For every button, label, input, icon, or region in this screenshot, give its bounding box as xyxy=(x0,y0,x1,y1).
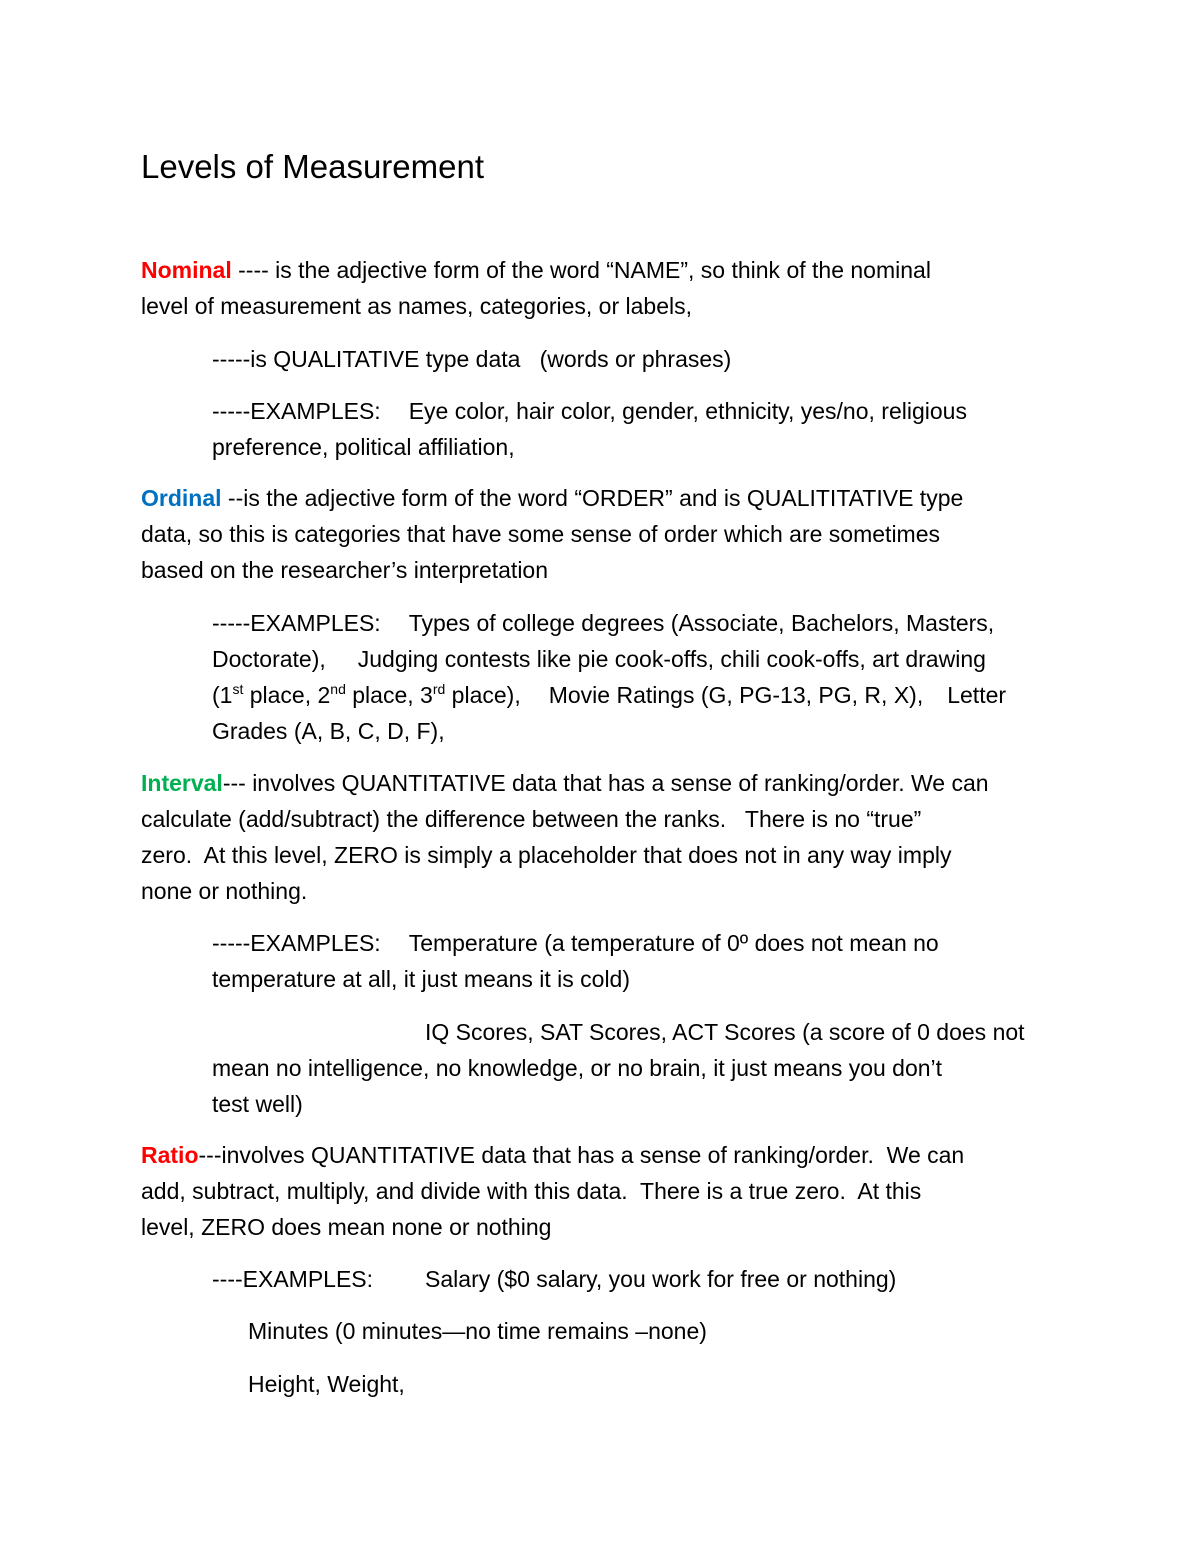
ordinal-term: Ordinal xyxy=(141,485,222,511)
ordinal-ex-second: place, 2 xyxy=(243,682,331,708)
ordinal-ex-sup-rd: rd xyxy=(432,681,446,697)
ordinal-examples-movie-ratings: Movie Ratings (G, PG-13, PG, R, X), xyxy=(548,682,924,708)
interval-examples-scores xyxy=(212,1014,1072,1122)
ordinal-examples-line1: Types of college degrees (Associate, Bachelors, Masters, xyxy=(408,610,995,636)
interval-ex1-line1: Temperature (a temperature of 0º does not mean no xyxy=(408,930,939,956)
ratio-ex2: Minutes (0 minutes—no time remains –none) xyxy=(248,1318,707,1344)
ratio-term: Ratio xyxy=(141,1142,199,1168)
interval-text-line3: zero. At this level, ZERO is simply a placeholder that does not in any way imply xyxy=(141,842,952,868)
interval-definition xyxy=(141,765,1071,909)
interval-ex2-line2: mean no intelligence, no knowledge, or no brain, it just means you don’t xyxy=(212,1055,943,1081)
ordinal-examples-line4: Grades (A, B, C, D, F), xyxy=(212,718,445,744)
ordinal-ex-sup-st: st xyxy=(232,681,244,697)
ordinal-text-line1: --is the adjective form of the word “ORDER” and is QUALITITATIVE type xyxy=(221,485,964,511)
interval-term: Interval xyxy=(141,770,223,796)
ordinal-examples-line2a: Doctorate), xyxy=(212,646,326,672)
ordinal-text-line2: data, so this is categories that have some sense of order which are sometimes xyxy=(141,521,941,547)
ratio-example-height-weight xyxy=(248,1366,1068,1402)
page-title: Levels of Measurement xyxy=(141,148,485,185)
nominal-examples-label: -----EXAMPLES: xyxy=(212,398,381,424)
ratio-definition xyxy=(141,1137,1071,1245)
interval-text-line2: calculate (add/subtract) the difference between the ranks. There is no “true” xyxy=(141,806,922,832)
ratio-examples xyxy=(212,1261,1072,1297)
interval-ex2-line1: IQ Scores, SAT Scores, ACT Scores (a score of 0 does not xyxy=(425,1019,1025,1045)
nominal-term: Nominal xyxy=(141,257,232,283)
interval-ex1-line2: temperature at all, it just means it is cold) xyxy=(212,966,630,992)
ordinal-text-line3: based on the researcher’s interpretation xyxy=(141,557,549,583)
ordinal-ex-sup-nd: nd xyxy=(330,681,346,697)
ordinal-examples-letter: Letter xyxy=(947,682,1007,708)
ordinal-ex-place: place), xyxy=(445,682,521,708)
ratio-text-line3: level, ZERO does mean none or nothing xyxy=(141,1214,552,1240)
nominal-examples-line1: Eye color, hair color, gender, ethnicity, yes/no, religious xyxy=(408,398,967,424)
ratio-examples-label: ----EXAMPLES: xyxy=(212,1266,374,1292)
ordinal-examples-label: -----EXAMPLES: xyxy=(212,610,381,636)
interval-text-line1: --- involves QUANTITATIVE data that has a sense of ranking/order. We can xyxy=(222,770,989,796)
interval-text-line4: none or nothing. xyxy=(141,878,308,904)
nominal-text-line1: ---- is the adjective form of the word “NAME”, so think of the nominal xyxy=(231,257,931,283)
interval-ex2-line3: test well) xyxy=(212,1091,303,1117)
ordinal-examples xyxy=(212,605,1072,749)
interval-examples-temperature xyxy=(212,925,1072,997)
ordinal-ex-third: place, 3 xyxy=(345,682,433,708)
nominal-qualitative-note xyxy=(212,341,1072,377)
nominal-qualitative-text: -----is QUALITATIVE type data (words or phrases) xyxy=(212,346,732,372)
ordinal-definition xyxy=(141,480,1071,588)
ratio-example-minutes xyxy=(248,1313,1068,1349)
ordinal-examples-line2b: Judging contests like pie cook-offs, chili cook-offs, art drawing xyxy=(357,646,986,672)
ratio-text-line1: ---involves QUANTITATIVE data that has a sense of ranking/order. We can xyxy=(198,1142,965,1168)
ratio-ex3: Height, Weight, xyxy=(248,1371,405,1397)
interval-examples-label: -----EXAMPLES: xyxy=(212,930,381,956)
nominal-definition xyxy=(141,252,1071,324)
nominal-text-line2: level of measurement as names, categories, or labels, xyxy=(141,293,692,319)
nominal-examples xyxy=(212,393,1072,465)
ordinal-ex-first: (1 xyxy=(212,682,233,708)
ratio-text-line2: add, subtract, multiply, and divide with this data. There is a true zero. At this xyxy=(141,1178,922,1204)
nominal-examples-line2: preference, political affiliation, xyxy=(212,434,515,460)
ratio-ex1: Salary ($0 salary, you work for free or nothing) xyxy=(425,1266,897,1292)
